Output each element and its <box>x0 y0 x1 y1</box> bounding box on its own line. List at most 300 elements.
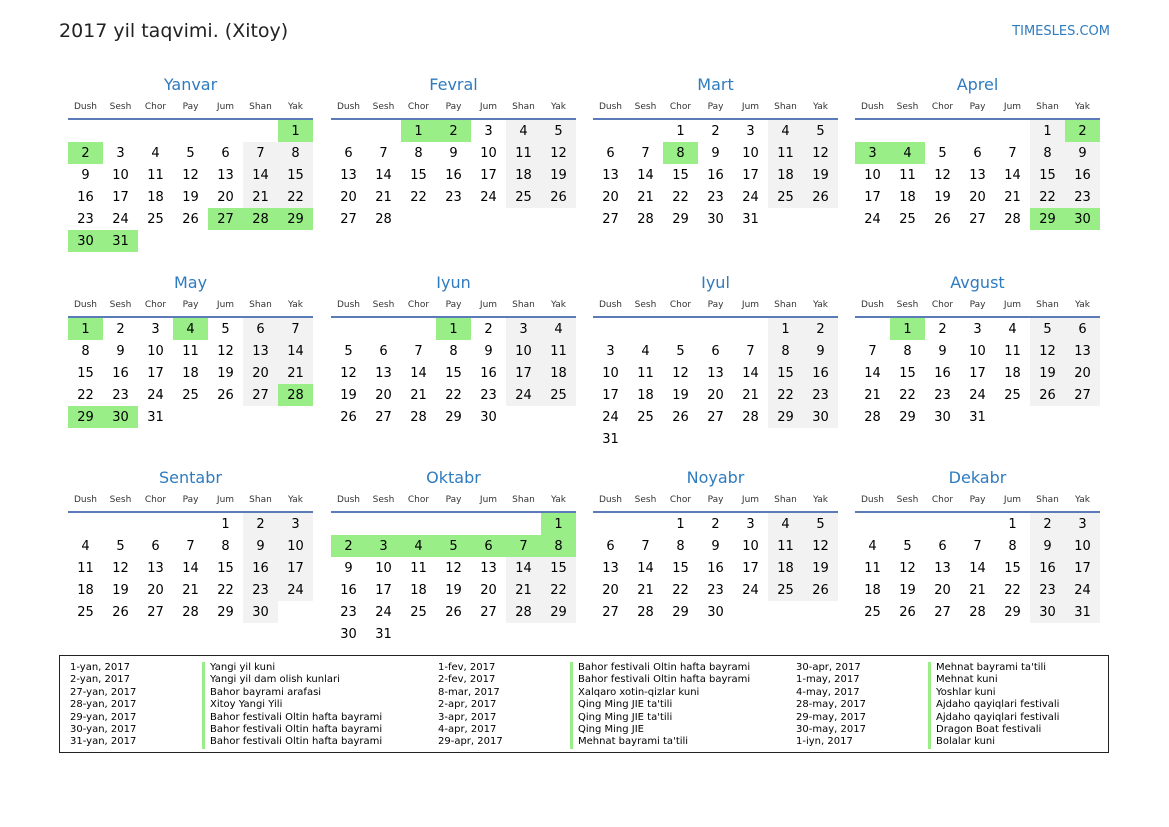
day-cell: 29 <box>445 409 462 425</box>
day-cell: 19 <box>803 164 838 186</box>
day-cell: 30 <box>803 406 838 428</box>
day-cell: 3 <box>366 535 401 557</box>
day-cell: 7 <box>506 535 541 557</box>
holiday-name: Bahor bayrami arafasi <box>202 687 321 699</box>
day-cell: 25 <box>637 409 654 425</box>
day-cell: 18 <box>768 164 803 186</box>
holiday-date: 28-may, 2017 <box>796 699 866 711</box>
day-cell: 8 <box>768 340 803 362</box>
day-cell: 1 <box>401 120 436 142</box>
legend-row <box>796 699 1059 711</box>
day-grid <box>68 120 313 252</box>
day-cell: 25 <box>506 186 541 208</box>
empty-cell <box>733 318 768 340</box>
holiday-name: Yangi yil kuni <box>202 662 275 674</box>
day-cell: 30 <box>1030 601 1065 623</box>
empty-cell <box>331 120 366 142</box>
weekday-label: Pay <box>445 102 462 112</box>
day-cell: 11 <box>541 340 576 362</box>
day-cell: 1 <box>676 516 685 532</box>
weekday-label: Shan <box>774 495 797 505</box>
empty-cell <box>1030 406 1065 428</box>
day-cell: 5 <box>221 321 230 337</box>
day-cell: 28 <box>637 211 654 227</box>
holiday-date: 1-fev, 2017 <box>438 662 496 673</box>
day-cell: 11 <box>864 560 881 576</box>
holiday-date: 4-apr, 2017 <box>438 723 497 735</box>
day-cell: 31 <box>103 230 138 252</box>
weekday-label: Shan <box>774 102 797 112</box>
day-cell: 7 <box>641 538 650 554</box>
day-cell: 13 <box>969 167 986 183</box>
day-cell: 26 <box>934 211 951 227</box>
day-cell: 19 <box>112 582 129 598</box>
day-cell: 15 <box>445 365 462 381</box>
month-noyabr <box>593 467 838 623</box>
day-cell: 25 <box>77 604 94 620</box>
legend-row <box>796 736 1059 748</box>
day-cell: 14 <box>637 167 654 183</box>
day-cell: 11 <box>506 142 541 164</box>
empty-cell <box>68 120 103 142</box>
day-cell: 4 <box>641 343 650 359</box>
day-cell: 6 <box>379 343 388 359</box>
weekday-header <box>331 294 576 318</box>
weekday-header <box>855 294 1100 318</box>
empty-cell <box>803 208 838 230</box>
site-link[interactable]: TIMESLES.COM <box>1012 24 1110 39</box>
weekday-label: Chor <box>669 495 692 505</box>
day-cell: 17 <box>506 362 541 384</box>
day-cell: 13 <box>707 365 724 381</box>
day-cell: 3 <box>746 516 755 532</box>
day-cell: 12 <box>112 560 129 576</box>
day-cell: 3 <box>973 321 982 337</box>
day-cell: 7 <box>414 343 423 359</box>
day-cell: 3 <box>746 123 755 139</box>
day-cell: 27 <box>147 604 164 620</box>
day-cell: 14 <box>637 560 654 576</box>
day-cell: 2 <box>243 513 278 535</box>
day-cell: 12 <box>217 343 234 359</box>
day-cell: 10 <box>375 560 392 576</box>
day-cell: 27 <box>243 384 278 406</box>
day-cell: 22 <box>672 582 689 598</box>
day-cell: 11 <box>637 365 654 381</box>
day-cell: 12 <box>672 365 689 381</box>
day-cell: 10 <box>864 167 881 183</box>
day-cell: 21 <box>243 186 278 208</box>
day-cell: 8 <box>414 145 423 161</box>
day-cell: 23 <box>77 211 94 227</box>
legend-row <box>70 736 382 748</box>
weekday-label: Pay <box>969 495 986 505</box>
day-cell: 18 <box>1004 365 1021 381</box>
month-iyul <box>593 272 838 450</box>
legend-row <box>70 674 382 686</box>
day-cell: 20 <box>969 189 986 205</box>
day-cell: 11 <box>147 167 164 183</box>
legend-row <box>70 699 382 711</box>
day-cell: 3 <box>484 123 493 139</box>
holiday-name: Bahor festivali Oltin hafta bayrami <box>202 724 382 736</box>
day-cell: 21 <box>1004 189 1021 205</box>
day-cell: 3 <box>855 142 890 164</box>
weekday-header <box>855 489 1100 513</box>
weekday-label: Yak <box>813 495 828 505</box>
day-cell: 14 <box>864 365 881 381</box>
day-cell: 14 <box>1004 167 1021 183</box>
day-cell: 28 <box>243 208 278 230</box>
day-cell: 9 <box>803 340 838 362</box>
day-cell: 24 <box>969 387 986 403</box>
holiday-date: 27-yan, 2017 <box>70 686 137 698</box>
empty-cell <box>401 513 436 535</box>
weekday-label: Pay <box>969 300 986 310</box>
day-cell: 4 <box>890 142 925 164</box>
day-cell: 1 <box>436 318 471 340</box>
day-cell: 1 <box>676 123 685 139</box>
day-cell: 26 <box>112 604 129 620</box>
empty-cell <box>663 428 698 450</box>
empty-cell <box>366 318 401 340</box>
day-cell: 27 <box>1065 384 1100 406</box>
day-cell: 11 <box>410 560 427 576</box>
day-cell: 10 <box>1065 535 1100 557</box>
day-cell: 5 <box>1030 318 1065 340</box>
empty-cell <box>331 513 366 535</box>
day-cell: 16 <box>112 365 129 381</box>
day-cell: 23 <box>803 384 838 406</box>
day-cell: 5 <box>436 535 471 557</box>
weekday-header <box>855 96 1100 120</box>
day-cell: 1 <box>541 513 576 535</box>
day-cell: 15 <box>541 557 576 579</box>
day-cell: 7 <box>868 343 877 359</box>
weekday-label: Jum <box>1003 300 1022 310</box>
legend-row <box>796 712 1059 724</box>
day-cell: 7 <box>379 145 388 161</box>
day-cell: 10 <box>278 535 313 557</box>
day-cell: 16 <box>243 557 278 579</box>
day-cell: 4 <box>541 318 576 340</box>
day-cell: 20 <box>1065 362 1100 384</box>
day-cell: 9 <box>116 343 125 359</box>
empty-cell <box>138 230 173 252</box>
day-cell: 31 <box>742 211 759 227</box>
holiday-date: 30-apr, 2017 <box>796 662 861 673</box>
day-cell: 8 <box>221 538 230 554</box>
holiday-date: 3-apr, 2017 <box>438 711 497 723</box>
day-cell: 13 <box>934 560 951 576</box>
day-cell: 20 <box>147 582 164 598</box>
day-cell: 25 <box>899 211 916 227</box>
day-cell: 7 <box>186 538 195 554</box>
weekday-label: Dush <box>860 102 885 112</box>
day-cell: 23 <box>340 604 357 620</box>
holiday-name: Qing Ming JIE ta'tili <box>570 712 672 724</box>
day-cell: 17 <box>864 189 881 205</box>
day-cell: 11 <box>182 343 199 359</box>
day-cell: 4 <box>1008 321 1017 337</box>
day-cell: 13 <box>375 365 392 381</box>
day-cell: 6 <box>344 145 353 161</box>
day-cell: 28 <box>864 409 881 425</box>
empty-cell <box>173 513 208 535</box>
weekday-label: Chor <box>931 102 954 112</box>
day-cell: 28 <box>969 604 986 620</box>
day-cell: 22 <box>1004 582 1021 598</box>
day-cell: 25 <box>768 186 803 208</box>
empty-cell <box>803 601 838 623</box>
day-cell: 23 <box>243 579 278 601</box>
day-cell: 3 <box>506 318 541 340</box>
holiday-name: Bahor festivali Oltin hafta bayrami <box>570 674 750 686</box>
day-cell: 7 <box>746 343 755 359</box>
day-cell: 2 <box>711 123 720 139</box>
day-cell: 31 <box>1065 601 1100 623</box>
day-cell: 13 <box>217 167 234 183</box>
holiday-name: Xitoy Yangi Yili <box>202 699 282 711</box>
day-cell: 24 <box>278 579 313 601</box>
holiday-name: Bahor festivali Oltin hafta bayrami <box>570 662 750 674</box>
empty-cell <box>628 120 663 142</box>
day-cell: 21 <box>506 579 541 601</box>
weekday-label: Yak <box>813 102 828 112</box>
day-cell: 10 <box>969 343 986 359</box>
legend-row <box>70 712 382 724</box>
empty-cell <box>995 120 1030 142</box>
day-cell: 9 <box>449 145 458 161</box>
weekday-label: Shan <box>1036 300 1059 310</box>
day-cell: 18 <box>899 189 916 205</box>
weekday-label: Pay <box>182 102 199 112</box>
weekday-label: Jum <box>479 102 498 112</box>
empty-cell <box>960 120 995 142</box>
day-cell: 23 <box>934 387 951 403</box>
day-cell: 20 <box>602 582 619 598</box>
day-cell: 19 <box>182 189 199 205</box>
day-grid <box>593 513 838 623</box>
day-cell: 18 <box>410 582 427 598</box>
day-cell: 11 <box>899 167 916 183</box>
day-cell: 13 <box>602 560 619 576</box>
day-cell: 13 <box>1065 340 1100 362</box>
empty-cell <box>243 230 278 252</box>
day-grid <box>331 513 576 645</box>
day-cell: 6 <box>711 343 720 359</box>
legend-row <box>438 736 750 748</box>
day-cell: 16 <box>934 365 951 381</box>
legend-row <box>438 687 750 699</box>
holiday-name: Xalqaro xotin-qizlar kuni <box>570 687 699 699</box>
day-cell: 20 <box>707 387 724 403</box>
holiday-name: Mehnat kuni <box>928 674 998 686</box>
weekday-header <box>593 489 838 513</box>
day-cell: 9 <box>81 167 90 183</box>
day-cell: 15 <box>1030 164 1065 186</box>
day-cell: 24 <box>480 189 497 205</box>
holiday-name: Qing Ming JIE <box>570 724 644 736</box>
weekday-label: Yak <box>1075 102 1090 112</box>
day-cell: 24 <box>506 384 541 406</box>
day-cell: 9 <box>484 343 493 359</box>
holiday-date: 28-yan, 2017 <box>70 699 137 711</box>
month-avgust <box>855 272 1100 428</box>
day-cell: 22 <box>217 582 234 598</box>
weekday-label: Jum <box>1003 102 1022 112</box>
day-cell: 5 <box>938 145 947 161</box>
day-cell: 19 <box>899 582 916 598</box>
day-cell: 23 <box>707 582 724 598</box>
day-cell: 17 <box>969 365 986 381</box>
holiday-name: Dragon Boat festivali <box>928 724 1041 736</box>
empty-cell <box>331 318 366 340</box>
weekday-label: Jum <box>216 300 235 310</box>
day-cell: 29 <box>1030 208 1065 230</box>
day-cell: 12 <box>445 560 462 576</box>
day-cell: 17 <box>742 167 759 183</box>
empty-cell <box>628 513 663 535</box>
day-cell: 28 <box>742 409 759 425</box>
month-name: Aprel <box>956 75 999 94</box>
weekday-label: Shan <box>512 300 535 310</box>
weekday-label: Dush <box>860 495 885 505</box>
day-cell: 2 <box>331 535 366 557</box>
holiday-date: 29-yan, 2017 <box>70 711 137 723</box>
weekday-label: Dush <box>73 495 98 505</box>
day-cell: 20 <box>934 582 951 598</box>
weekday-label: Yak <box>1075 495 1090 505</box>
day-cell: 12 <box>340 365 357 381</box>
weekday-header <box>68 489 313 513</box>
weekday-label: Shan <box>1036 495 1059 505</box>
weekday-label: Chor <box>407 495 430 505</box>
day-cell: 27 <box>602 211 619 227</box>
day-cell: 5 <box>803 120 838 142</box>
day-cell: 4 <box>173 318 208 340</box>
month-dekabr <box>855 467 1100 623</box>
weekday-label: Jum <box>479 495 498 505</box>
day-cell: 18 <box>864 582 881 598</box>
day-cell: 21 <box>410 387 427 403</box>
weekday-label: Chor <box>931 495 954 505</box>
legend-row <box>796 674 1059 686</box>
day-cell: 10 <box>742 538 759 554</box>
weekday-label: Yak <box>288 300 303 310</box>
empty-cell <box>1065 406 1100 428</box>
day-cell: 25 <box>864 604 881 620</box>
day-cell: 2 <box>1065 120 1100 142</box>
legend-row <box>796 687 1059 699</box>
month-name: Yanvar <box>163 75 218 94</box>
legend-row <box>438 662 750 674</box>
weekday-header <box>68 294 313 318</box>
day-cell: 14 <box>410 365 427 381</box>
day-cell: 2 <box>803 318 838 340</box>
day-cell: 30 <box>68 230 103 252</box>
day-cell: 26 <box>899 604 916 620</box>
day-cell: 7 <box>641 145 650 161</box>
day-cell: 3 <box>151 321 160 337</box>
day-cell: 14 <box>375 167 392 183</box>
empty-cell <box>768 601 803 623</box>
weekday-header <box>593 96 838 120</box>
day-cell: 30 <box>1065 208 1100 230</box>
day-cell: 8 <box>1030 142 1065 164</box>
day-cell: 29 <box>1004 604 1021 620</box>
holiday-name: Mehnat bayrami ta'tili <box>928 662 1046 674</box>
day-cell: 22 <box>1030 186 1065 208</box>
day-cell: 8 <box>541 535 576 557</box>
day-cell: 6 <box>973 145 982 161</box>
weekday-label: Dush <box>336 495 361 505</box>
day-cell: 1 <box>768 318 803 340</box>
weekday-label: Sesh <box>372 300 395 310</box>
day-cell: 11 <box>768 142 803 164</box>
day-cell: 5 <box>803 513 838 535</box>
month-name: Iyun <box>436 273 471 292</box>
day-cell: 2 <box>116 321 125 337</box>
day-cell: 19 <box>340 387 357 403</box>
empty-cell <box>925 513 960 535</box>
empty-cell <box>68 513 103 535</box>
weekday-label: Dush <box>73 102 98 112</box>
empty-cell <box>436 623 471 645</box>
day-cell: 20 <box>243 362 278 384</box>
weekday-label: Sesh <box>634 300 657 310</box>
day-cell: 8 <box>903 343 912 359</box>
weekday-label: Chor <box>407 102 430 112</box>
day-cell: 5 <box>541 120 576 142</box>
page-title: 2017 yil taqvimi. (Xitoy) <box>59 20 289 42</box>
day-cell: 1 <box>221 516 230 532</box>
empty-cell <box>698 428 733 450</box>
weekday-label: Jum <box>216 102 235 112</box>
day-cell: 15 <box>899 365 916 381</box>
day-cell: 11 <box>1004 343 1021 359</box>
day-cell: 1 <box>1008 516 1017 532</box>
weekday-header <box>593 294 838 318</box>
day-cell: 1 <box>1030 120 1065 142</box>
day-cell: 21 <box>864 387 881 403</box>
weekday-label: Chor <box>669 300 692 310</box>
month-name: Dekabr <box>948 468 1007 487</box>
day-cell: 19 <box>803 557 838 579</box>
day-cell: 13 <box>480 560 497 576</box>
holiday-date: 30-may, 2017 <box>796 723 866 735</box>
day-cell: 17 <box>742 560 759 576</box>
holiday-legend <box>59 655 1109 753</box>
holiday-name: Yoshlar kuni <box>928 687 996 699</box>
day-cell: 25 <box>182 387 199 403</box>
day-cell: 4 <box>506 120 541 142</box>
weekday-label: Jum <box>741 300 760 310</box>
day-cell: 8 <box>81 343 90 359</box>
legend-column <box>70 662 382 749</box>
day-cell: 29 <box>68 406 103 428</box>
day-cell: 8 <box>449 343 458 359</box>
empty-cell <box>173 406 208 428</box>
holiday-name: Bahor festivali Oltin hafta bayrami <box>202 736 382 748</box>
holiday-name: Ajdaho qayiqlari festivali <box>928 712 1059 724</box>
weekday-label: Shan <box>512 102 535 112</box>
day-cell: 23 <box>480 387 497 403</box>
day-cell: 8 <box>676 538 685 554</box>
empty-cell <box>855 318 890 340</box>
day-cell: 6 <box>606 145 615 161</box>
day-cell: 5 <box>186 145 195 161</box>
